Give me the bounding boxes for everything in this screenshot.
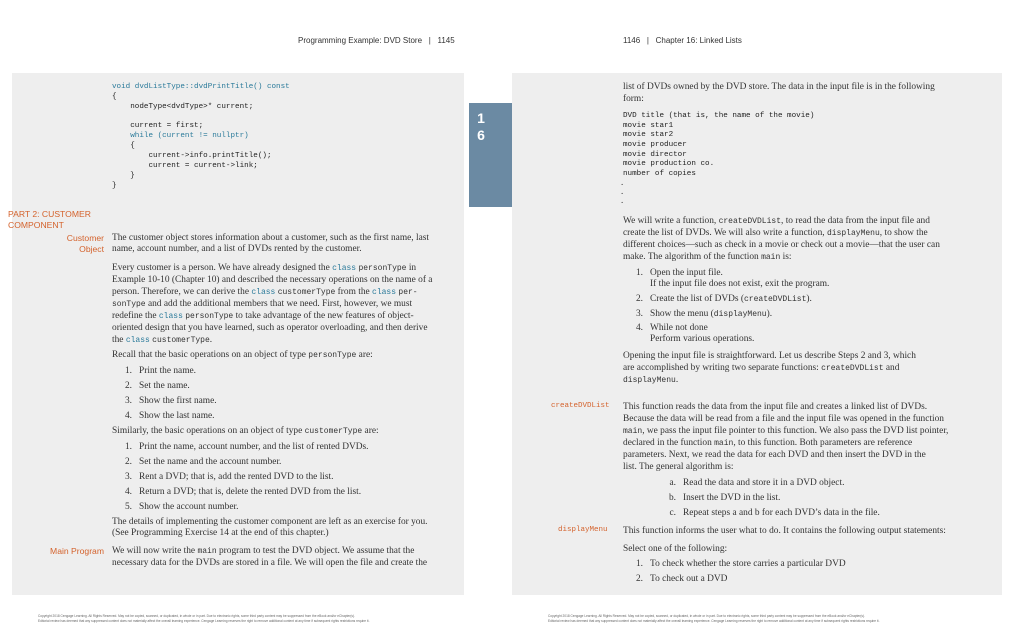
customer-object-label	[30, 233, 104, 254]
footer-right	[548, 614, 988, 624]
recall-text: Recall that the basic operations on an object of type personType are:	[112, 350, 373, 360]
customer-op-item: 2. Set the name and the account number.	[124, 457, 282, 467]
part2-heading	[8, 209, 91, 230]
person-op-item: 2. Set the name.	[124, 381, 190, 391]
every-customer-line: redefine the class personType to take advantage of the new features of object-	[112, 311, 414, 321]
create-step: a. Read the data and store it in a DVD object.	[669, 478, 845, 488]
person-op-item: 3. Show the first name.	[124, 396, 217, 406]
footer-line: Editorial review has deemed that any suppressed content does not materially affect the overall learning experience. Cengage Learning reserves the right to remove additional content at any time if subsequent rights restrictions require it.	[548, 619, 880, 623]
code-line: nodeType<dvdType>* current;	[112, 103, 254, 111]
code-line: movie producer	[623, 141, 687, 149]
code-line: number of copies	[623, 170, 696, 178]
opening-text-line: displayMenu.	[623, 375, 679, 385]
chapter-tab-digit: 6	[477, 127, 485, 143]
ellipsis-dot: .	[621, 186, 624, 196]
code-line: current = current->link;	[112, 162, 258, 170]
customer-intro-line: The customer object stores information about a customer, such as the first name, last	[112, 233, 429, 243]
footer-line: Editorial review has deemed that any suppressed content does not materially affect the overall learning experience. Cengage Learning reserves the right to remove additional content at any time if subsequent rights restrictions require it.	[38, 619, 370, 623]
similarly-text: Similarly, the basic operations on an object of type customerType are:	[112, 426, 379, 436]
every-customer-line: sonType and add the additional members that we need. First, however, we must	[112, 299, 413, 309]
chapter-tab-digit: 1	[477, 110, 485, 126]
write-function-line: create the list of DVDs. We will also write a function, displayMenu, to show the	[623, 228, 928, 238]
person-op-item: 4. Show the last name.	[124, 411, 215, 421]
code-line: }	[112, 182, 117, 190]
page-header-left: Programming Example: DVD Store | 1145	[298, 36, 455, 45]
details-text-line: The details of implementing the customer component are left as an exercise for you.	[112, 517, 428, 527]
createdvdlist-line: This function reads the data from the input file and creates a linked list of DVDs.	[623, 402, 928, 412]
details-text-line: (See Programming Exercise 14 at the end of this chapter.)	[112, 528, 329, 538]
write-function-line: different choices—such as check in a movie or check out a movie—that the user can	[623, 240, 940, 250]
main-algorithm-substep: If the input file does not exist, exit the program.	[650, 279, 830, 289]
displaymenu-text: This function informs the user what to do. It contains the following output statements:	[623, 526, 946, 536]
code-line: {	[112, 93, 117, 101]
select-text: Select one of the following:	[623, 544, 728, 554]
person-op-item: 1. Print the name.	[124, 366, 197, 376]
code-line: while (current != nullptr)	[112, 132, 249, 140]
opening-text-line: Opening the input file is straightforward. Let us describe Steps 2 and 3, which	[623, 351, 916, 361]
code-line: current->info.printTitle();	[112, 152, 272, 160]
menu-option: 2. To check out a DVD	[635, 574, 728, 584]
customer-object-label-line: Customer	[66, 233, 104, 243]
main-algorithm-substep: Perform various operations.	[650, 334, 755, 344]
createdvdlist-line: main, we pass the input file pointer to this function. We also pass the DVD list pointer,	[623, 426, 949, 436]
create-step: b. Insert the DVD in the list.	[668, 493, 781, 503]
customer-op-item: 3. Rent a DVD; that is, add the rented DVD to the list.	[124, 472, 334, 482]
every-customer-line: oriented design that you have learned, such as operator overloading, and then derive	[112, 323, 428, 333]
createdvdlist-line: list. The general algorithm is:	[623, 462, 734, 472]
ellipsis-dot: .	[621, 195, 624, 205]
main-program-line: necessary data for the DVDs are stored in a file. We will open the file and create the	[112, 558, 428, 568]
code-line: movie star2	[623, 131, 674, 139]
every-customer-line: the class customerType.	[112, 335, 213, 345]
create-step: c. Repeat steps a and b for each DVD’s data in the file.	[669, 508, 880, 518]
createdvdlist-line: declared in the function main, to this function. Both parameters are reference	[623, 438, 913, 448]
customer-op-item: 5. Show the account number.	[124, 502, 239, 512]
write-function-line: make. The algorithm of the function main is:	[623, 252, 792, 262]
customer-op-item: 1. Print the name, account number, and the list of rented DVDs.	[124, 442, 369, 452]
code-line: movie star1	[623, 122, 674, 130]
write-function-line: We will write a function, createDVDList, to read the data from the input file and	[623, 216, 930, 226]
right-intro-line: form:	[623, 94, 644, 104]
customer-object-label-line: Object	[79, 243, 104, 254]
customer-intro-line: name, account number, and a list of DVDs rented by the customer.	[112, 244, 362, 254]
createdvdlist-line: parameters. Next, we read the data for each DVD and then insert the DVD in the	[623, 450, 926, 460]
main-algorithm-step: 2. Create the list of DVDs (createDVDList).	[635, 294, 812, 304]
code-line: {	[112, 142, 135, 150]
chapter-tab	[469, 103, 512, 207]
code-line: movie production co.	[623, 160, 715, 168]
part2-heading-line: COMPONENT	[8, 219, 64, 230]
menu-option: 1. To check whether the store carries a particular DVD	[635, 559, 846, 569]
footer-left	[38, 614, 478, 624]
code-line: void dvdListType::dvdPrintTitle() const	[112, 83, 290, 91]
right-intro-line: list of DVDs owned by the DVD store. The data in the input file is in the following	[623, 82, 935, 92]
main-algorithm-step: 3. Show the menu (displayMenu).	[635, 309, 773, 319]
ellipsis-dot: .	[621, 177, 624, 187]
opening-text-line: are accomplished by writing two separate functions: createDVDList and	[623, 363, 900, 373]
code-line: }	[112, 172, 135, 180]
main-algorithm-step: 4. While not done	[635, 323, 708, 333]
every-customer-line: person. Therefore, we can derive the class customerType from the class per-	[112, 287, 418, 297]
part2-heading-line: PART 2: CUSTOMER	[8, 209, 91, 219]
main-algorithm-step: 1. Open the input file.	[635, 268, 723, 278]
createdvdlist-label: createDVDList	[551, 402, 610, 410]
main-program-line: We will now write the main program to test the DVD object. We assume that the	[112, 546, 415, 556]
code-line: DVD title (that is, the name of the movie)	[623, 112, 815, 120]
footer-line: Copyright 2018 Cengage Learning. All Rights Reserved. May not be copied, scanned, or duplicated, in whole or in part. Due to electronic rights, some third party content may be suppressed from the eBook and/or eChapter(s).	[38, 614, 355, 618]
code-line: movie director	[623, 151, 687, 159]
main-program-label: Main Program	[50, 546, 104, 556]
code-line: current = first;	[112, 122, 204, 130]
footer-line: Copyright 2018 Cengage Learning. All Rights Reserved. May not be copied, scanned, or duplicated, in whole or in part. Due to electronic rights, some third party content may be suppressed from the eBook and/or eChapter(s).	[548, 614, 865, 618]
displaymenu-label: displayMenu	[558, 526, 608, 534]
every-customer-line: Example 10-10 (Chapter 10) and described the necessary operations on the name of a	[112, 275, 433, 285]
page-header-right: 1146 | Chapter 16: Linked Lists	[623, 36, 742, 45]
every-customer-line: Every customer is a person. We have already designed the class personType in	[112, 263, 417, 273]
createdvdlist-line: Because the data will be read from a file and the input file was opened in the function	[623, 414, 944, 424]
customer-op-item: 4. Return a DVD; that is, delete the rented DVD from the list.	[124, 487, 362, 497]
